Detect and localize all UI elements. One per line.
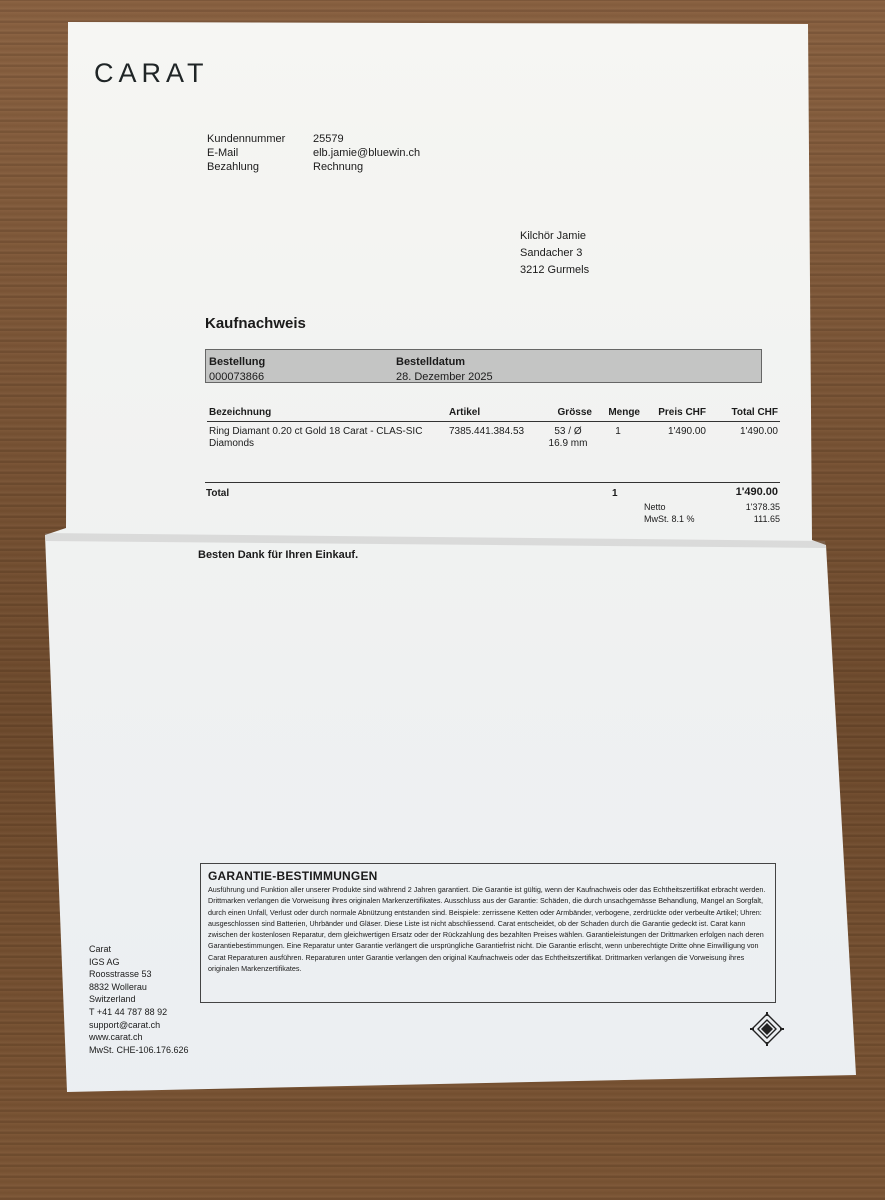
carat-logo: CARAT bbox=[94, 58, 209, 88]
col-header-menge: Menge bbox=[594, 405, 642, 422]
order-date: 28. Dezember 2025 bbox=[396, 371, 493, 383]
customer-number: 25579 bbox=[313, 133, 344, 145]
order-number-cell bbox=[209, 355, 265, 385]
vat-label: MwSt. 8.1 % bbox=[644, 514, 695, 524]
item-description: Ring Diamant 0.20 ct Gold 18 Carat - CLAS-SIC Diamonds bbox=[209, 426, 423, 449]
netto-amount: 1'378.35 bbox=[745, 502, 780, 512]
guarantee-box bbox=[200, 863, 776, 1003]
company-country: Switzerland bbox=[89, 994, 136, 1005]
table-row bbox=[207, 422, 780, 455]
payment-label: Bezahlung bbox=[207, 161, 259, 173]
customer-number-label: Kundennummer bbox=[207, 133, 286, 145]
customer-info-values bbox=[313, 132, 420, 174]
items-table bbox=[207, 405, 780, 454]
col-header-artikel: Artikel bbox=[447, 405, 542, 422]
guarantee-title: GARANTIE-BESTIMMUNGEN bbox=[208, 869, 378, 883]
item-quantity: 1 bbox=[615, 426, 621, 437]
col-header-total: Total CHF bbox=[708, 405, 780, 422]
company-city: 8832 Wollerau bbox=[89, 981, 147, 992]
customer-info-labels bbox=[207, 132, 285, 174]
item-total: 1'490.00 bbox=[739, 426, 778, 437]
email-label: E-Mail bbox=[207, 147, 239, 159]
document-title: Kaufnachweis bbox=[205, 315, 306, 332]
guarantee-text: Ausführung und Funktion aller unserer Produkte sind während 2 Jahren garantiert. Die Garantie ist gültig, wenn der Kaufnachweis oder das Echtheitszertifikat erbracht werden. Drittmarken verlangen die Vorweisung ihres originalen Markenzertifikates. Ausschluss aus der Garantie: Schäden, die durch unsachgemässe Behandlung, Mangel an Sorgfalt, durch einen Unfall, Verlust oder durch normale Abnützung entstanden sind. Beispiele: zerrissene Ketten oder Armbänder, verbogene, zerdrückte oder verbeulte Artikel; Uhren: ausgeschlossen sind Batterien, Uhrbänder und Gläser. Diese Liste ist nicht abschliessend. Carat entscheidet, ob der Schaden durch die Garantie gedeckt ist. Carat kann zwischen der kostenlosen Reparatur, dem gleichwertigen Ersatz oder der Rückzahlung des bezahlten Preises wählen. Garantieleistungen der Drittmarken erfolgen nach deren Garantiebestimmungen. Eine Reparatur unter Garantie verlängert die ursprüngliche Garantiefrist nicht. Die Garantie erlischt, wenn unberechtigte Dritte ohne Einwilligung von Carat Reparaturen ausführen. Reparaturen unter Garantie verlangen den original Kaufnachweis oder das Echtheitszertifikat. Drittmarken verlangen die Vorweisung ihres originalen Markenzertifikates. bbox=[208, 885, 766, 974]
company-legal-name: IGS AG bbox=[89, 956, 120, 967]
recipient-name: Kilchör Jamie bbox=[520, 230, 587, 242]
recipient-city: 3212 Gurmels bbox=[520, 264, 590, 276]
item-article-number: 7385.441.384.53 bbox=[449, 426, 525, 437]
company-street: Roosstrasse 53 bbox=[89, 969, 152, 980]
item-price: 1'490.00 bbox=[667, 426, 706, 437]
col-header-groesse: Grösse bbox=[542, 405, 594, 422]
company-vat-number: MwSt. CHE-106.176.626 bbox=[89, 1044, 189, 1055]
order-date-cell bbox=[396, 355, 493, 385]
company-phone: T +41 44 787 88 92 bbox=[89, 1006, 168, 1017]
total-divider bbox=[205, 482, 780, 483]
payment-method: Rechnung bbox=[313, 161, 364, 173]
company-email: support@carat.ch bbox=[89, 1019, 161, 1030]
recipient-address bbox=[520, 228, 589, 279]
total-amount: 1'490.00 bbox=[735, 486, 778, 498]
items-header-row bbox=[207, 405, 780, 422]
vat-amount: 111.65 bbox=[753, 514, 780, 524]
company-name: Carat bbox=[89, 944, 112, 954]
total-label: Total bbox=[206, 488, 230, 499]
thank-you-message: Besten Dank für Ihren Einkauf. bbox=[198, 549, 359, 561]
email-value: elb.jamie@bluewin.ch bbox=[313, 147, 421, 159]
order-info-box bbox=[205, 349, 762, 383]
order-date-label: Bestelldatum bbox=[396, 356, 466, 368]
item-size: 53 / Ø 16.9 mm bbox=[548, 426, 588, 449]
company-info bbox=[89, 943, 189, 1056]
netto-label: Netto bbox=[644, 502, 666, 512]
diamond-logo-icon bbox=[750, 1012, 784, 1046]
total-quantity: 1 bbox=[612, 488, 618, 499]
order-number: 000073866 bbox=[209, 371, 265, 383]
order-number-label: Bestellung bbox=[209, 356, 266, 368]
company-website: www.carat.ch bbox=[89, 1032, 143, 1043]
col-header-bezeichnung: Bezeichnung bbox=[207, 405, 447, 422]
col-header-preis: Preis CHF bbox=[642, 405, 708, 422]
recipient-street: Sandacher 3 bbox=[520, 247, 583, 259]
